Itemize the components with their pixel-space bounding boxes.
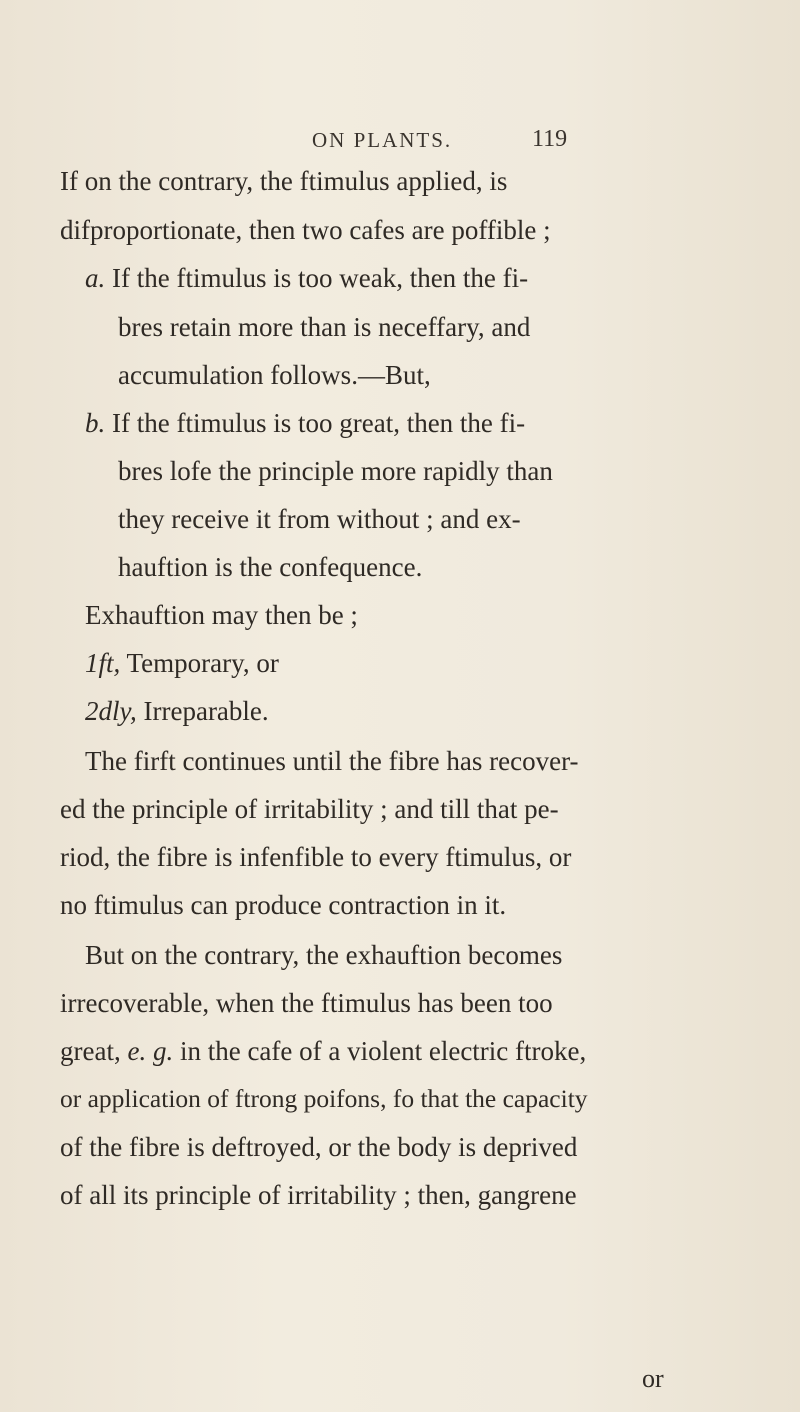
word-great: great, [60, 1036, 121, 1066]
item-marker-b: b. [85, 408, 106, 438]
text-line-17 [85, 938, 562, 972]
text-line-12-content: Irreparable. [143, 696, 269, 726]
text-line-8-content: they receive it from without ; and ex- [118, 504, 521, 534]
text-line-5 [118, 358, 431, 392]
text-line-9 [118, 550, 422, 584]
text-line-9-content: hauftion is the confequence. [118, 552, 423, 582]
marker-first: 1ft, [85, 648, 121, 678]
text-line-6-content: If the ftimulus is too great, then the fi- [112, 408, 526, 438]
text-line-19 [60, 1034, 586, 1068]
text-line-3-content: If the ftimulus is too weak, then the fi- [112, 263, 529, 293]
page-header [0, 128, 800, 168]
page-number: 119 [532, 126, 568, 152]
text-line-7 [118, 454, 553, 488]
text-line-11 [85, 646, 279, 680]
text-line-13-content: The firft continues until the fibre has recover- [85, 746, 579, 776]
item-marker-a: a. [85, 263, 106, 293]
text-line-5-content: accumulation follows.—But, [118, 360, 431, 390]
text-line-17-content: But on the contrary, the exhauftion becomes [85, 940, 563, 970]
text-line-4 [118, 310, 530, 344]
text-line-22-content: of all its principle of irritability ; then, gangrene [60, 1180, 577, 1210]
text-line-20 [60, 1082, 588, 1116]
text-line-8 [118, 502, 521, 536]
text-line-1 [60, 164, 732, 198]
text-line-18 [60, 986, 553, 1020]
text-line-2 [60, 213, 730, 247]
text-line-12 [85, 694, 269, 728]
text-line-15-content: riod, the fibre is infenfible to every ftimulus, or [60, 842, 572, 872]
text-line-18-content: irrecoverable, when the ftimulus has been too [60, 988, 553, 1018]
text-line-20-content: or application of ftrong poifons, fo that the capacity [60, 1084, 588, 1113]
text-line-21-content: of the fibre is deftroyed, or the body is deprived [60, 1132, 578, 1162]
text-line-16-content: no ftimulus can produce contraction in it. [60, 890, 507, 920]
text-line-10-content: Exhauftion may then be ; [85, 600, 358, 630]
text-line-16 [60, 888, 506, 922]
text-line-10 [85, 598, 358, 632]
text-line-19-content: in the cafe of a violent electric ftroke, [179, 1036, 587, 1066]
abbrev-eg: e. g. [127, 1036, 174, 1066]
text-line-6 [85, 406, 525, 440]
text-line-7-content: bres lofe the principle more rapidly than [118, 456, 553, 486]
text-line-14-content: ed the principle of irritability ; and till that pe- [60, 794, 559, 824]
text-line-21 [60, 1130, 577, 1164]
catchword: or [642, 1364, 664, 1393]
text-line-3 [85, 261, 528, 295]
text-line-1-content: If on the contrary, the ftimulus applied, is [60, 166, 508, 196]
text-line-15 [60, 840, 571, 874]
text-line-11-content: Temporary, or [126, 648, 279, 678]
marker-second: 2dly, [85, 696, 137, 726]
text-line-13 [85, 744, 579, 778]
text-line-14 [60, 792, 559, 826]
text-line-22 [60, 1178, 577, 1212]
text-line-4-content: bres retain more than is neceffary, and [118, 312, 531, 342]
text-line-2-content: difproportionate, then two cafes are poffible ; [60, 215, 551, 245]
running-head: ON PLANTS. [312, 128, 453, 152]
